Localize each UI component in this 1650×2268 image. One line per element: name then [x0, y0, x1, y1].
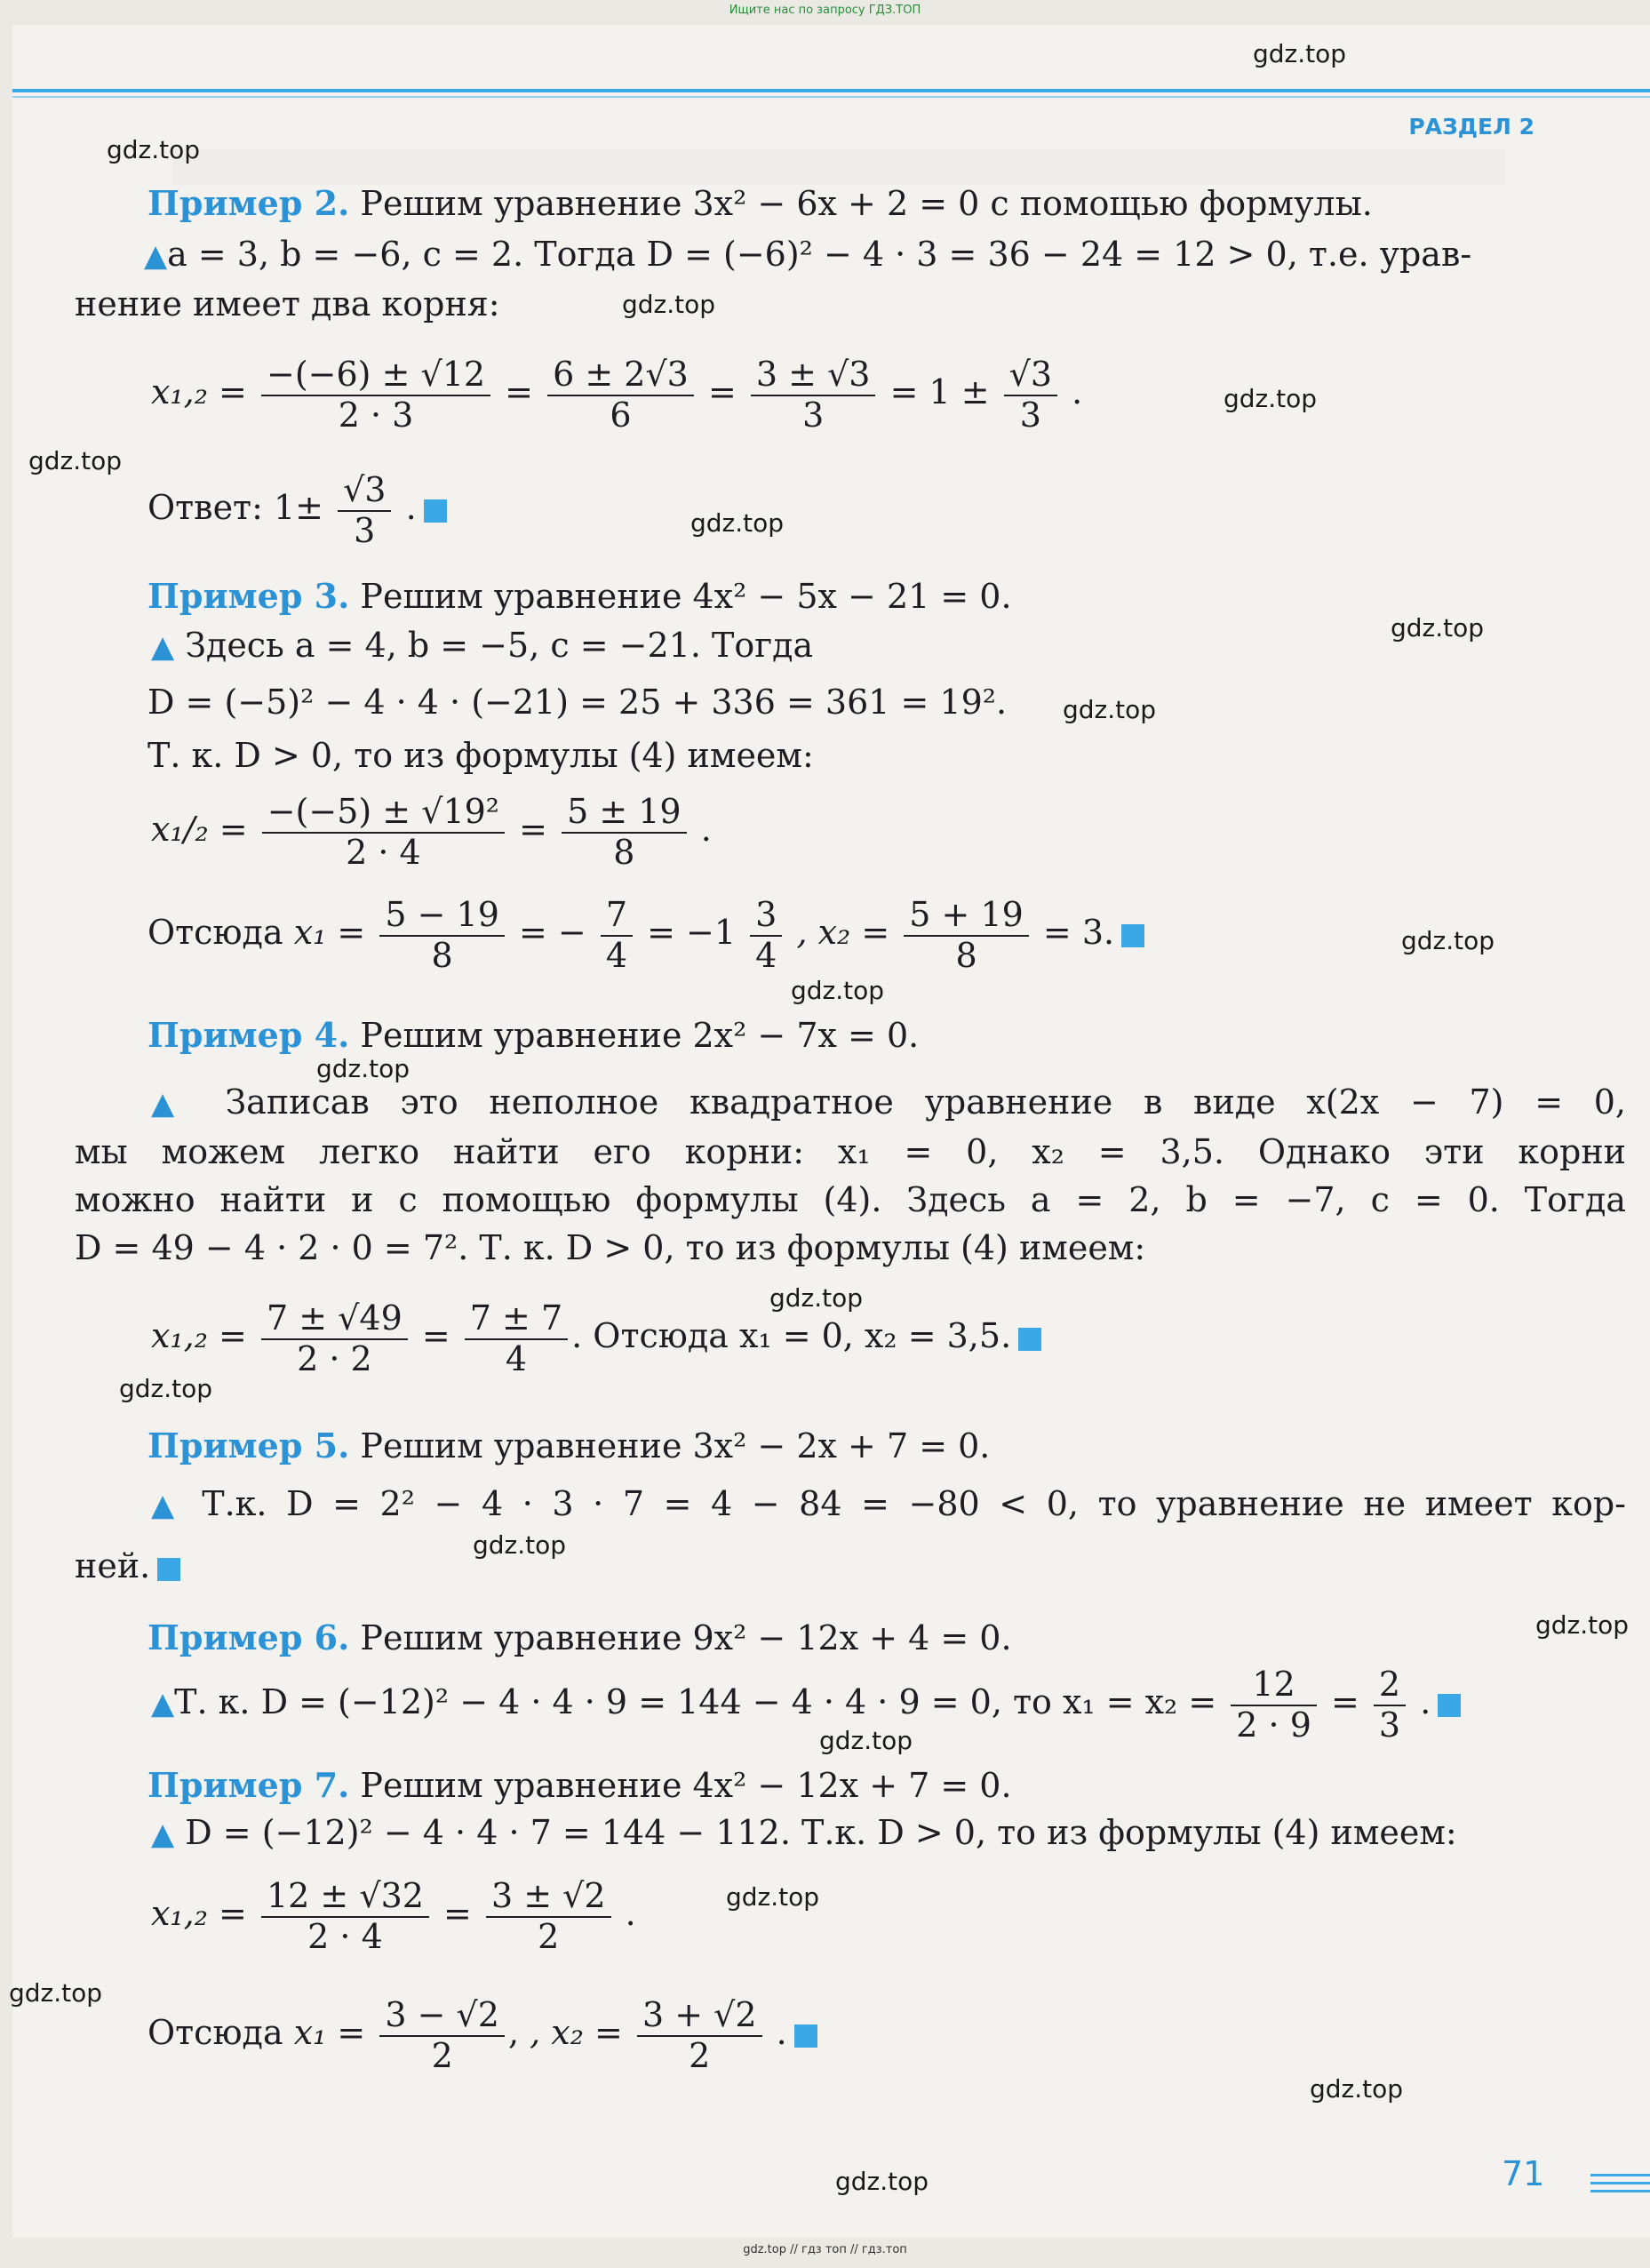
watermark: gdz.top: [316, 1054, 411, 1083]
example-3-heading: Пример 3. Решим уравнение 4x² − 5x − 21 = 0.: [147, 576, 1012, 616]
example-7-formula: x₁,₂ = $\frac{12 \pm √32}{2 \cdot 4}$ = $\frac{3 \pm √2}{2}$ .: [151, 1876, 636, 1956]
example-5-heading: Пример 5. Решим уравнение 3x² − 2x + 7 = 0.: [147, 1425, 991, 1465]
example-2-line: ▲a = 3, b = −6, c = 2. Тогда D = (−6)² − 4 · 3 = 36 − 24 = 12 > 0, т.е. урав-: [144, 235, 1472, 274]
watermark: gdz.top: [473, 1530, 567, 1560]
example-7-line: ▲ D = (−12)² − 4 · 4 · 7 = 144 − 112. Т.к. D > 0, то из формулы (4) имеем:: [151, 1813, 1457, 1852]
example-4-line: ▲ Записав это неполное квадратное уравнение в виде x(2x − 7) = 0,: [151, 1082, 1626, 1122]
top-caption: Ищите нас по запросу ГДЗ.ТОП: [729, 4, 921, 17]
triangle-icon: ▲: [151, 1086, 195, 1122]
triangle-icon: ▲: [151, 1488, 183, 1523]
watermark: gdz.top: [769, 1283, 864, 1313]
header-rule-thin: [12, 96, 1650, 98]
example-4-line: D = 49 − 4 · 2 · 0 = 7². Т. к. D > 0, то из формулы (4) имеем:: [75, 1228, 1146, 1267]
watermark: gdz.top: [107, 135, 201, 164]
watermark: gdz.top: [726, 1882, 820, 1912]
watermark: gdz.top: [791, 976, 885, 1005]
watermark: gdz.top: [1310, 2074, 1404, 2104]
header-rule: [12, 89, 1650, 92]
example-4-formula: x₁,₂ = $\frac{7 \pm √49}{2 \cdot 2}$ = $\frac{7 \pm 7}{4}$ . Отсюда x₁ = 0, x₂ = 3,5.: [151, 1299, 1041, 1378]
watermark: gdz.top: [622, 290, 716, 319]
watermark: gdz.top: [835, 2167, 929, 2196]
example-3-line: ▲ Здесь a = 4, b = −5, c = −21. Тогда: [151, 626, 814, 665]
example-2-heading: Пример 2. Решим уравнение 3x² − 6x + 2 = 0 с помощью формулы.: [147, 183, 1373, 223]
example-3-formula: x₁/₂ = $\frac{\text{−(−5) ± √19²}}{2 \cdot 4}$ = $\frac{5 \pm 19}{8}$ .: [151, 792, 712, 872]
example-5-line: ней.: [75, 1548, 180, 1585]
triangle-icon: ▲: [144, 238, 168, 274]
example-4-line: можно найти и с помощью формулы (4). Здесь a = 2, b = −7, c = 0. Тогда: [75, 1180, 1626, 1219]
watermark: gdz.top: [1391, 613, 1485, 643]
example-7-heading: Пример 7. Решим уравнение 4x² − 12x + 7 = 0.: [147, 1765, 1012, 1805]
watermark: gdz.top: [1253, 39, 1347, 68]
example-2-formula: x₁,₂ = $\frac{-(-6) \pm √12}{2 \cdot 3}$ = $\frac{6 \pm 2√3}{6}$ = $\frac{3 \pm √3}{3}$ = 1 ± $\frac{√3}{3}$ .: [151, 355, 1083, 435]
section-label: РАЗДЕЛ 2: [1408, 114, 1534, 140]
bottom-caption: gdz.top // гдз топ // гдз.топ: [743, 2243, 907, 2256]
triangle-icon: ▲: [151, 1686, 175, 1722]
end-square-icon: [794, 2024, 817, 2048]
watermark: gdz.top: [119, 1374, 213, 1403]
example-4-line: мы можем легко найти его корни: x₁ = 0, x₂ = 3,5. Однако эти корни: [75, 1132, 1626, 1171]
triangle-icon: ▲: [151, 629, 175, 665]
triangle-icon: ▲: [151, 1817, 175, 1852]
watermark: gdz.top: [1224, 384, 1318, 413]
end-square-icon: [157, 1558, 180, 1581]
end-square-icon: [1438, 1694, 1461, 1717]
end-square-icon: [1121, 924, 1144, 947]
example-3-line: Т. к. D > 0, то из формулы (4) имеем:: [147, 736, 814, 775]
example-3-roots: Отсюда x₁ = $\frac{5 - 19}{8}$ = − $\frac{7}{4}$ = −1 $\frac{3}{4}$ , x₂ = $\frac{5 + 19}{8}$ = 3.: [147, 896, 1144, 975]
page-number: 71: [1502, 2154, 1545, 2193]
page-number-rule: [1590, 2174, 1650, 2198]
watermark: gdz.top: [1401, 926, 1495, 955]
example-6-line: ▲Т. к. D = (−12)² − 4 · 4 · 9 = 144 − 4 · 4 · 9 = 0, то x₁ = x₂ = $\frac{12}{2 \cdot 9}$ = $\frac{2}{3}$ .: [151, 1665, 1461, 1745]
watermark: gdz.top: [690, 508, 785, 538]
example-6-heading: Пример 6. Решим уравнение 9x² − 12x + 4 = 0.: [147, 1617, 1012, 1657]
end-square-icon: [1018, 1328, 1041, 1351]
watermark: gdz.top: [28, 446, 123, 475]
example-2-answer: Ответ: 1± $\frac{√3}{3}$ .: [147, 471, 447, 550]
watermark: gdz.top: [9, 1978, 103, 2008]
watermark: gdz.top: [1535, 1610, 1630, 1640]
example-5-line: ▲ Т.к. D = 2² − 4 · 3 · 7 = 4 − 84 = −80 < 0, то уравнение не имеет кор-: [151, 1484, 1626, 1523]
example-3-line: D = (−5)² − 4 · 4 · (−21) = 25 + 336 = 361 = 19².: [147, 683, 1008, 722]
watermark: gdz.top: [1063, 695, 1157, 724]
example-7-roots: Отсюда x₁ = $\frac{3 - √2}{2}$ , , x₂ = $\frac{3 + √2}{2}$ .: [147, 1996, 817, 2075]
example-4-heading: Пример 4. Решим уравнение 2x² − 7x = 0.: [147, 1015, 920, 1055]
example-2-line: нение имеет два корня:: [75, 284, 500, 323]
watermark: gdz.top: [819, 1726, 913, 1755]
end-square-icon: [424, 499, 447, 523]
